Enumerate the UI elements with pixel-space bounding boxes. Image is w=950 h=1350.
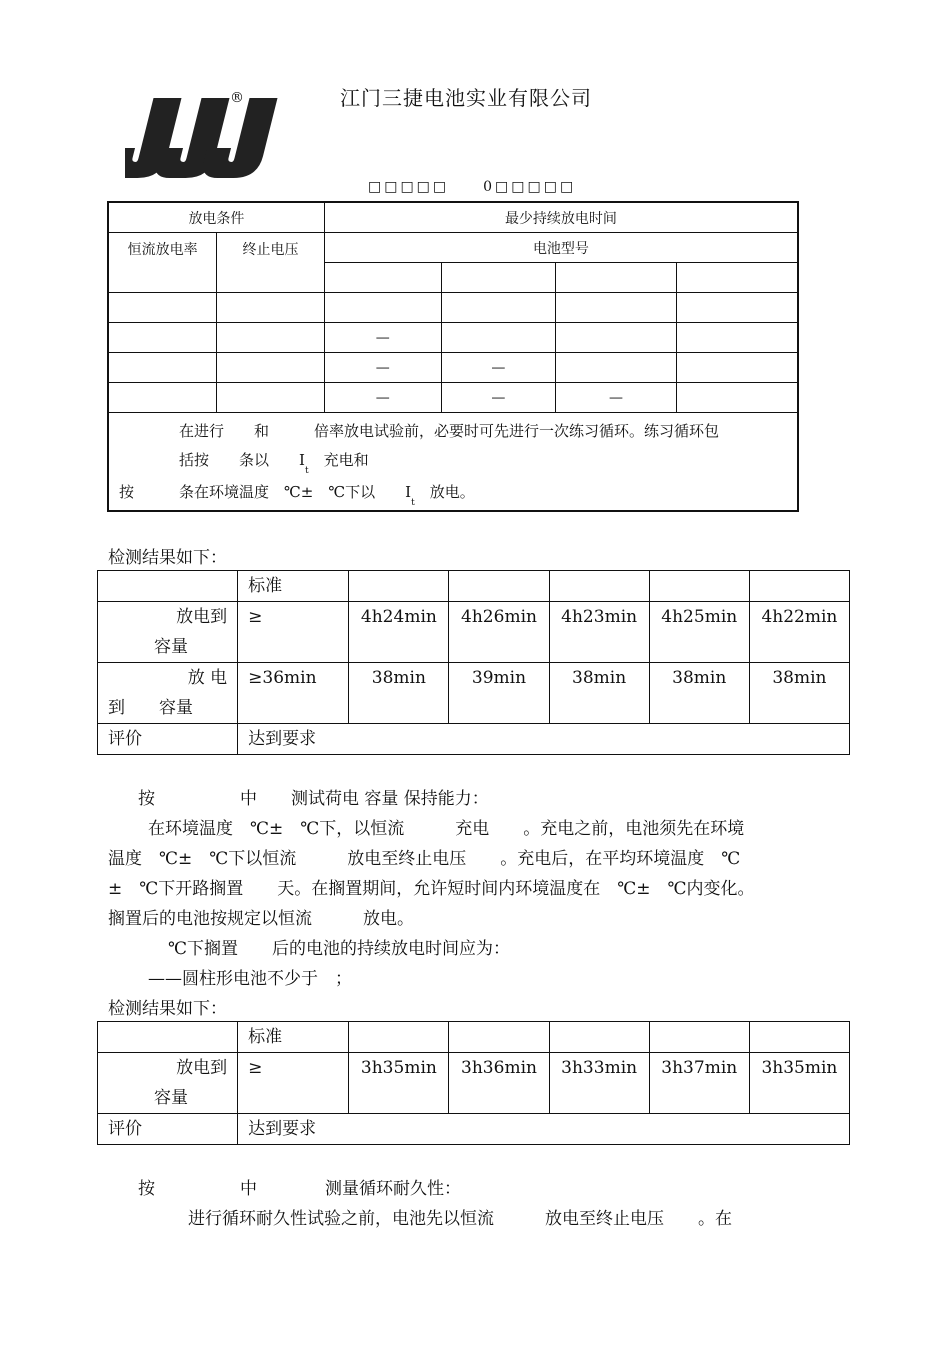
result-value: 38min xyxy=(749,663,849,724)
company-logo xyxy=(125,92,295,184)
spec-table xyxy=(107,201,799,512)
document-subtitle: □□□□□ 0□□□□□ xyxy=(368,179,577,195)
note-line-1: 在进行 和 倍率放电试验前，必要时可先进行一次练习循环。练习循环包 xyxy=(179,422,720,440)
section-2-heading: 按 中 测试荷电 容量 保持能力： xyxy=(138,789,489,809)
section-2-text: 搁置后的电池按规定以恒流 放电。 xyxy=(108,909,414,929)
rate-header: 恒流放电率 xyxy=(108,233,217,293)
evaluation-value: 达到要求 xyxy=(238,1114,850,1145)
standard-header: 标准 xyxy=(238,571,349,602)
company-name: 江门三捷电池实业有限公司 xyxy=(340,86,592,110)
standard-value: ≥ xyxy=(238,1053,349,1114)
result-value: 38min xyxy=(349,663,449,724)
result-value: 3h35min xyxy=(349,1053,449,1114)
result-label-2: 检测结果如下： xyxy=(108,999,227,1019)
standard-value: ≥36min xyxy=(238,663,349,724)
discharge-conditions-header: 放电条件 xyxy=(108,202,324,233)
row-label: 放电到 容量 xyxy=(98,602,238,663)
evaluation-label: 评价 xyxy=(98,1114,238,1145)
standard-value: ≥ xyxy=(238,602,349,663)
result-value: 39min xyxy=(449,663,549,724)
dash-cell: — xyxy=(324,353,441,383)
evaluation-value: 达到要求 xyxy=(238,724,850,755)
result-value: 4h24min xyxy=(349,602,449,663)
row-label: 放电到 容量 xyxy=(98,1053,238,1114)
result-label-1: 检测结果如下： xyxy=(108,548,227,568)
section-2 xyxy=(108,784,848,994)
dash-cell: — xyxy=(324,383,441,413)
section-2-text: ℃下搁置 后的电池的持续放电时间应为： xyxy=(168,939,511,959)
note-line-3b: 放电。 xyxy=(429,483,475,501)
result-value: 3h35min xyxy=(749,1053,849,1114)
section-2-text: 在环境温度 ℃± ℃下，以恒流 充电 。充电之前，电池须先在环境 xyxy=(148,819,745,839)
result-value: 38min xyxy=(549,663,649,724)
dash-cell: — xyxy=(324,323,441,353)
registered-mark: ® xyxy=(230,90,244,106)
note-line-3: 按 条在环境温度 ℃± ℃下以 I xyxy=(119,483,412,501)
result-value: 4h25min xyxy=(649,602,749,663)
standard-header: 标准 xyxy=(238,1022,349,1053)
note-subscript: t xyxy=(304,466,309,476)
dash-cell: — xyxy=(441,353,556,383)
row-label: 放 电 到 容量 xyxy=(98,663,238,724)
section-3-heading: 按 中 测量循环耐久性： xyxy=(138,1179,461,1199)
result-value: 3h36min xyxy=(449,1053,549,1114)
result-table-2 xyxy=(97,1021,850,1145)
dash-cell: — xyxy=(556,383,677,413)
result-value: 3h33min xyxy=(549,1053,649,1114)
dash-cell: — xyxy=(441,383,556,413)
section-3 xyxy=(108,1174,848,1234)
note-line-2b: 充电和 xyxy=(323,451,369,469)
min-duration-header: 最少持续放电时间 xyxy=(324,202,798,233)
precondition-note xyxy=(108,413,798,512)
section-2-text: 温度 ℃± ℃下以恒流 放电至终止电压 。充电后，在平均环境温度 ℃ xyxy=(108,849,741,869)
section-2-text: ——圆柱形电池不少于 ； xyxy=(148,969,352,989)
section-3-text: 进行循环耐久性试验之前，电池先以恒流 放电至终止电压 。在 xyxy=(188,1209,732,1229)
result-value: 4h23min xyxy=(549,602,649,663)
end-voltage-header: 终止电压 xyxy=(217,233,325,293)
section-2-text: ± ℃下开路搁置 天。在搁置期间，允许短时间内环境温度在 ℃± ℃内变化。 xyxy=(108,879,755,899)
note-line-2: 括按 条以 I xyxy=(179,451,305,469)
evaluation-label: 评价 xyxy=(98,724,238,755)
result-table-1 xyxy=(97,570,850,755)
result-value: 3h37min xyxy=(649,1053,749,1114)
result-value: 4h22min xyxy=(749,602,849,663)
result-value: 38min xyxy=(649,663,749,724)
result-value: 4h26min xyxy=(449,602,549,663)
battery-model-header: 电池型号 xyxy=(324,233,798,263)
note-subscript: t xyxy=(411,498,415,508)
